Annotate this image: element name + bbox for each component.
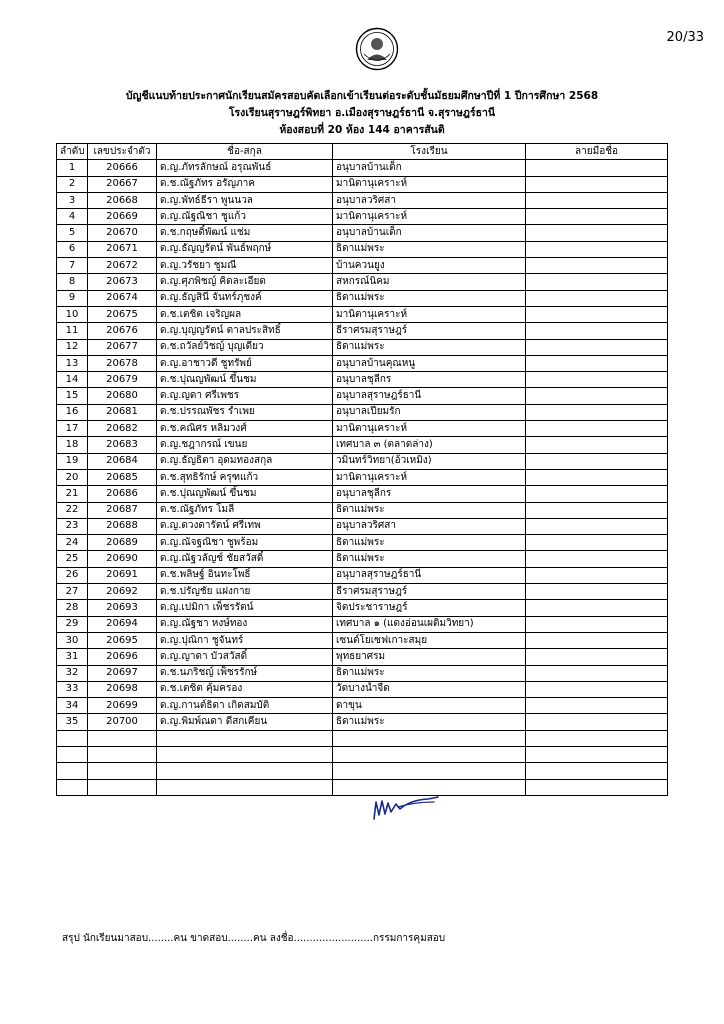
table-header-row	[57, 144, 668, 160]
header-school: โรงเรียนสุราษฎร์พิทยา อ.เมืองสุราษฎร์ธานี จ.สุราษฎร์ธานี	[228, 107, 496, 119]
table-row	[57, 469, 668, 485]
signature-cell	[526, 567, 668, 583]
student-id: 20679	[88, 372, 157, 388]
student-name: ด.ญ.ธัญธิตา อุดมทองสกุล	[157, 453, 333, 469]
student-id: 20691	[88, 567, 157, 583]
student-id: 20690	[88, 551, 157, 567]
school-name: ธิดาแม่พระ	[333, 535, 526, 551]
table-row	[57, 486, 668, 502]
signature-cell	[526, 502, 668, 518]
student-id: 20668	[88, 192, 157, 208]
table-row	[57, 306, 668, 322]
empty-cell	[333, 730, 526, 746]
student-name: ด.ญ.เปมิกา เพ็ชรรัตน์	[157, 600, 333, 616]
school-name: พุทธยาศรม	[333, 649, 526, 665]
column-header-id: เลขประจำตัว	[88, 144, 157, 160]
student-id: 20700	[88, 714, 157, 730]
signature-cell	[526, 518, 668, 534]
school-name: เทศบาล ๓ (ตลาดล่าง)	[333, 437, 526, 453]
signature-cell	[526, 665, 668, 681]
school-name: สหกรณ์นิคม	[333, 274, 526, 290]
student-id: 20669	[88, 209, 157, 225]
page-number: 20/33	[666, 30, 704, 45]
student-id: 20697	[88, 665, 157, 681]
row-number: 9	[57, 290, 88, 306]
empty-cell	[157, 746, 333, 762]
student-id: 20683	[88, 437, 157, 453]
table-row	[57, 404, 668, 420]
row-number: 31	[57, 649, 88, 665]
student-name: ด.ญ.ณัฐชา หงษ์ทอง	[157, 616, 333, 632]
student-id: 20695	[88, 632, 157, 648]
row-number: 2	[57, 176, 88, 192]
empty-cell	[526, 730, 668, 746]
table-row	[57, 258, 668, 274]
school-name: จิตประชาราษฎร์	[333, 600, 526, 616]
student-id: 20672	[88, 258, 157, 274]
summary-footer: สรุป นักเรียนมาสอบ........คน ขาดสอบ........คน ลงชื่อ.........................กรรมการคุมสอบ	[62, 933, 446, 944]
row-number: 33	[57, 681, 88, 697]
handwritten-signature	[370, 789, 440, 823]
row-number: 29	[57, 616, 88, 632]
empty-cell	[57, 746, 88, 762]
school-name: อนุบาลสุราษฎร์ธานี	[333, 388, 526, 404]
student-name: ด.ญ.กานต์ธิดา เกิดสมบัติ	[157, 698, 333, 714]
row-number: 11	[57, 323, 88, 339]
student-id: 20686	[88, 486, 157, 502]
table-row	[57, 241, 668, 257]
school-name: อนุบาลสุราษฎร์ธานี	[333, 567, 526, 583]
school-name: มานิตานุเคราะห์	[333, 306, 526, 322]
student-name: ด.ญ.ธัญญรัตน์ พันธ์พฤกษ์	[157, 241, 333, 257]
empty-cell	[88, 763, 157, 779]
student-id: 20698	[88, 681, 157, 697]
student-name: ด.ญ.ญดา ศรีเพชร	[157, 388, 333, 404]
empty-cell	[57, 779, 88, 795]
table-row	[57, 649, 668, 665]
empty-cell	[333, 763, 526, 779]
empty-cell	[157, 779, 333, 795]
student-name: ด.ช.เตชิต คุ้มครอง	[157, 681, 333, 697]
table-row	[57, 681, 668, 697]
empty-cell	[157, 763, 333, 779]
row-number: 5	[57, 225, 88, 241]
empty-cell	[88, 746, 157, 762]
table-row	[57, 600, 668, 616]
student-name: ด.ญ.ณัจฐณิชา ชูพร้อม	[157, 535, 333, 551]
row-number: 14	[57, 372, 88, 388]
signature-cell	[526, 632, 668, 648]
student-name: ด.ช.ถวัลย์วิชญ์ บุญเดียว	[157, 339, 333, 355]
student-name: ด.ช.พลิษฐ์ อินทะโพธิ์	[157, 567, 333, 583]
signature-cell	[526, 404, 668, 420]
table-row	[57, 192, 668, 208]
empty-cell	[526, 763, 668, 779]
signature-cell	[526, 355, 668, 371]
row-number: 10	[57, 306, 88, 322]
school-name: มานิตานุเคราะห์	[333, 421, 526, 437]
student-name: ด.ญ.พิมพ์ณดา ดีสกเคียน	[157, 714, 333, 730]
school-name: ธิดาแม่พระ	[333, 665, 526, 681]
student-roster-table	[56, 143, 668, 796]
student-id: 20674	[88, 290, 157, 306]
student-id: 20670	[88, 225, 157, 241]
school-name: วมินทร์วิทยา(อ้วเหมิง)	[333, 453, 526, 469]
signature-cell	[526, 551, 668, 567]
student-id: 20688	[88, 518, 157, 534]
signature-cell	[526, 421, 668, 437]
student-id: 20675	[88, 306, 157, 322]
student-name: ด.ช.ณัฐภัทร โมลี	[157, 502, 333, 518]
student-name: ด.ช.คณิศร หลิมวงศ์	[157, 421, 333, 437]
table-row	[57, 518, 668, 534]
student-name: ด.ช.นภริชญ์ เพ็ชรรักษ์	[157, 665, 333, 681]
row-number: 6	[57, 241, 88, 257]
row-number: 27	[57, 584, 88, 600]
empty-cell	[333, 746, 526, 762]
school-name: อนุบาลบ้านเด็ก	[333, 160, 526, 176]
school-name: ธิดาแม่พระ	[333, 339, 526, 355]
school-name: ธีราศรมสุราษฎร์	[333, 323, 526, 339]
row-number: 13	[57, 355, 88, 371]
signature-cell	[526, 192, 668, 208]
student-id: 20689	[88, 535, 157, 551]
row-number: 35	[57, 714, 88, 730]
row-number: 24	[57, 535, 88, 551]
signature-cell	[526, 160, 668, 176]
school-name: เทศบาล ๑ (แดงอ่อนเผดิมวิทยา)	[333, 616, 526, 632]
table-row	[57, 616, 668, 632]
table-row	[57, 176, 668, 192]
table-row	[57, 290, 668, 306]
signature-cell	[526, 453, 668, 469]
student-name: ด.ญ.ณัฐวลัญช์ ชัยสวัสดิ์	[157, 551, 333, 567]
signature-cell	[526, 714, 668, 730]
column-header-name: ชื่อ-สกุล	[157, 144, 333, 160]
document-header	[0, 88, 724, 139]
signature-cell	[526, 600, 668, 616]
table-row	[57, 225, 668, 241]
student-id: 20666	[88, 160, 157, 176]
school-seal-logo	[355, 27, 399, 71]
school-name: ธีราศรมสุราษฎร์	[333, 584, 526, 600]
table-row	[57, 323, 668, 339]
school-name: ดาขุน	[333, 698, 526, 714]
empty-cell	[88, 779, 157, 795]
student-name: ด.ญ.พัทธ์ธีรา พูนนวล	[157, 192, 333, 208]
school-name: มานิตานุเคราะห์	[333, 176, 526, 192]
school-name: ธิดาแม่พระ	[333, 290, 526, 306]
student-id: 20696	[88, 649, 157, 665]
student-id: 20676	[88, 323, 157, 339]
row-number: 20	[57, 469, 88, 485]
student-id: 20678	[88, 355, 157, 371]
row-number: 30	[57, 632, 88, 648]
table-row	[57, 372, 668, 388]
table-row	[57, 355, 668, 371]
table-row	[57, 388, 668, 404]
student-id: 20681	[88, 404, 157, 420]
table-row	[57, 421, 668, 437]
student-id: 20682	[88, 421, 157, 437]
table-row	[57, 437, 668, 453]
school-name: เซนต์โยเซฟเกาะสมุย	[333, 632, 526, 648]
school-name: ธิดาแม่พระ	[333, 551, 526, 567]
school-name: อนุบาลวริศสา	[333, 518, 526, 534]
signature-cell	[526, 290, 668, 306]
row-number: 25	[57, 551, 88, 567]
table-row	[57, 453, 668, 469]
signature-cell	[526, 258, 668, 274]
school-name: วัดบางน้ำจืด	[333, 681, 526, 697]
signature-cell	[526, 681, 668, 697]
signature-cell	[526, 176, 668, 192]
student-name: ด.ช.สุทธิรักษ์ ครุฑแก้ว	[157, 469, 333, 485]
table-row	[57, 584, 668, 600]
student-id: 20671	[88, 241, 157, 257]
row-number: 32	[57, 665, 88, 681]
student-name: ด.ช.ปุณญพัฒน์ ขึ้นชม	[157, 372, 333, 388]
row-number: 23	[57, 518, 88, 534]
table-row	[57, 698, 668, 714]
table-row	[57, 632, 668, 648]
table-row	[57, 209, 668, 225]
header-room: ห้องสอบที่ 20 ห้อง 144 อาคารสันติ	[279, 124, 445, 136]
table-row	[57, 502, 668, 518]
student-id: 20673	[88, 274, 157, 290]
row-number: 19	[57, 453, 88, 469]
empty-cell	[526, 779, 668, 795]
table-row	[57, 160, 668, 176]
student-name: ด.ญ.อาชาวดี ชูทรัพย์	[157, 355, 333, 371]
row-number: 15	[57, 388, 88, 404]
row-number: 1	[57, 160, 88, 176]
row-number: 17	[57, 421, 88, 437]
student-name: ด.ญ.บุญญรัตน์ ตาลประสิทธิ์	[157, 323, 333, 339]
empty-table-row	[57, 763, 668, 779]
student-name: ด.ญ.ดวงดารัตน์ ศรีเทพ	[157, 518, 333, 534]
school-name: มานิตานุเคราะห์	[333, 209, 526, 225]
signature-cell	[526, 649, 668, 665]
empty-table-row	[57, 730, 668, 746]
signature-cell	[526, 616, 668, 632]
header-title: บัญชีแนบท้ายประกาศนักเรียนสมัครสอบคัดเลือกเข้าเรียนต่อระดับชั้นมัธยมศึกษาปีที่ 1 ปีการศึกษา 2568	[125, 90, 599, 102]
signature-cell	[526, 698, 668, 714]
signature-cell	[526, 306, 668, 322]
row-number: 4	[57, 209, 88, 225]
student-name: ด.ญ.ณัฐณิชา ชูแก้ว	[157, 209, 333, 225]
roster-body	[57, 160, 668, 796]
row-number: 26	[57, 567, 88, 583]
signature-cell	[526, 535, 668, 551]
signature-cell	[526, 241, 668, 257]
signature-cell	[526, 584, 668, 600]
table-row	[57, 714, 668, 730]
row-number: 22	[57, 502, 88, 518]
empty-table-row	[57, 746, 668, 762]
school-name: อนุบาลชุลีกร	[333, 372, 526, 388]
student-name: ด.ช.ปุณญพัฒน์ ขึ้นชม	[157, 486, 333, 502]
student-name: ด.ช.ณัฐภัทร อรัญภาค	[157, 176, 333, 192]
signature-cell	[526, 388, 668, 404]
student-name: ด.ญ.วรัชยา ชูมณี	[157, 258, 333, 274]
student-id: 20694	[88, 616, 157, 632]
empty-cell	[57, 730, 88, 746]
row-number: 28	[57, 600, 88, 616]
student-name: ด.ช.ปรัญชัย แฝงกาย	[157, 584, 333, 600]
student-id: 20687	[88, 502, 157, 518]
school-name: บ้านควนยูง	[333, 258, 526, 274]
student-id: 20685	[88, 469, 157, 485]
school-name: มานิตานุเคราะห์	[333, 469, 526, 485]
signature-cell	[526, 486, 668, 502]
row-number: 34	[57, 698, 88, 714]
student-name: ด.ญ.ศุภพิชญ์ คิดละเอียด	[157, 274, 333, 290]
school-name: ธิดาแม่พระ	[333, 502, 526, 518]
empty-cell	[57, 763, 88, 779]
signature-cell	[526, 469, 668, 485]
student-name: ด.ญ.ธัญสินี จันทร์ภุชงค์	[157, 290, 333, 306]
student-name: ด.ญ.ปุณิกา ชูจันทร์	[157, 632, 333, 648]
student-name: ด.ช.กฤษดิ์พัฒน์ แช่ม	[157, 225, 333, 241]
signature-cell	[526, 225, 668, 241]
school-name: อนุบาลชุลีกร	[333, 486, 526, 502]
student-name: ด.ญ.ชฎากรณ์ เขนย	[157, 437, 333, 453]
empty-table-row	[57, 779, 668, 795]
student-id: 20677	[88, 339, 157, 355]
signature-cell	[526, 437, 668, 453]
table-row	[57, 551, 668, 567]
student-id: 20680	[88, 388, 157, 404]
school-name: อนุบาลบ้านคุณหนู	[333, 355, 526, 371]
school-name: ธิดาแม่พระ	[333, 714, 526, 730]
school-name: ธิดาแม่พระ	[333, 241, 526, 257]
row-number: 3	[57, 192, 88, 208]
row-number: 12	[57, 339, 88, 355]
signature-cell	[526, 372, 668, 388]
student-id: 20693	[88, 600, 157, 616]
school-name: อนุบาลบ้านเด็ก	[333, 225, 526, 241]
school-name: อนุบาลวริศสา	[333, 192, 526, 208]
row-number: 8	[57, 274, 88, 290]
empty-cell	[157, 730, 333, 746]
column-header-signature: ลายมือชื่อ	[526, 144, 668, 160]
table-row	[57, 535, 668, 551]
student-id: 20667	[88, 176, 157, 192]
empty-cell	[88, 730, 157, 746]
signature-cell	[526, 209, 668, 225]
column-header-school: โรงเรียน	[333, 144, 526, 160]
signature-cell	[526, 339, 668, 355]
student-name: ด.ญ.ภัทรลักษณ์ อรุณพันธ์	[157, 160, 333, 176]
student-name: ด.ญ.ญาดา บัวสวัสดิ์	[157, 649, 333, 665]
row-number: 16	[57, 404, 88, 420]
student-name: ด.ช.เตชิต เจริญผล	[157, 306, 333, 322]
signature-cell	[526, 274, 668, 290]
row-number: 18	[57, 437, 88, 453]
row-number: 7	[57, 258, 88, 274]
row-number: 21	[57, 486, 88, 502]
table-row	[57, 274, 668, 290]
student-id: 20692	[88, 584, 157, 600]
student-name: ด.ช.ปรรณพัชร รำเพย	[157, 404, 333, 420]
signature-cell	[526, 323, 668, 339]
student-id: 20699	[88, 698, 157, 714]
school-name: อนุบาลเปี่ยมรัก	[333, 404, 526, 420]
table-row	[57, 339, 668, 355]
table-row	[57, 567, 668, 583]
column-header-number: ลำดับ	[57, 144, 88, 160]
student-id: 20684	[88, 453, 157, 469]
table-row	[57, 665, 668, 681]
empty-cell	[526, 746, 668, 762]
